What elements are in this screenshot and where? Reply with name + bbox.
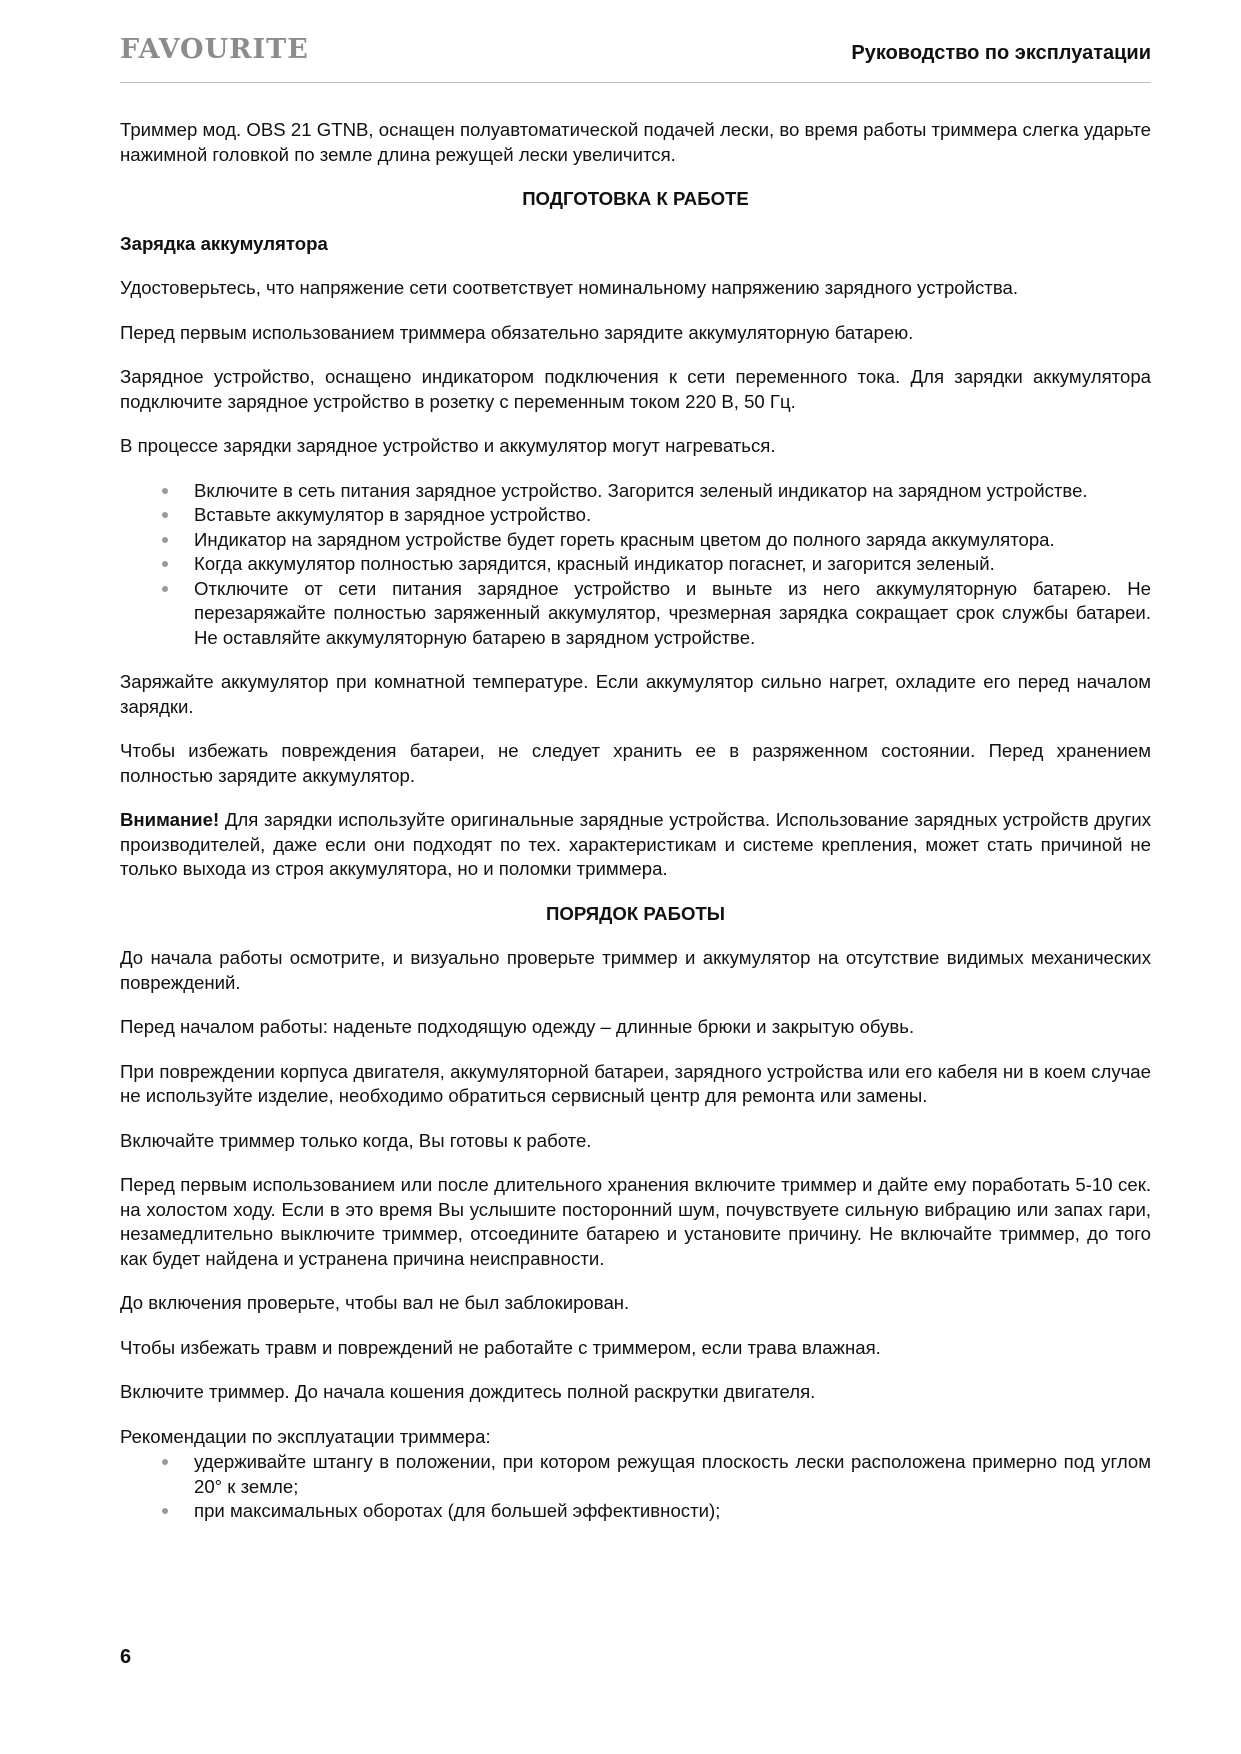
- recommendations-intro: Рекомендации по эксплуатации триммера:: [120, 1425, 491, 1447]
- subsection-title-charging: Зарядка аккумулятора: [120, 232, 328, 254]
- paragraph: В процессе зарядки зарядное устройство и аккумулятор могут нагреваться.: [120, 435, 776, 456]
- section-title-preparation: ПОДГОТОВКА К РАБОТЕ: [522, 188, 749, 209]
- paragraph: Заряжайте аккумулятор при комнатной температуре. Если аккумулятор сильно нагрет, охладите его перед началом зарядки.: [120, 671, 1151, 717]
- recommendations-list: [120, 1450, 1151, 1524]
- paragraph: Перед началом работы: наденьте подходящую одежду – длинные брюки и закрытую обувь.: [120, 1016, 915, 1037]
- paragraph: Перед первым использованием триммера обязательно зарядите аккумуляторную батарею.: [120, 321, 914, 343]
- paragraph: Перед первым использованием или после длительного хранения включите триммер и дайте ему поработать 5-10 сек. на холостом ходу. Если в это время Вы услышите посторонний шум, почувствуете сильную вибрацию или запах гари, незамедлительно выключите триммер, отсоедините батарею и установите причину. Не включайте триммер, до того как будет найдена и устранена причина неисправности.: [120, 1174, 1151, 1269]
- list-item: Отключите от сети питания зарядное устройство и выньте из него аккумуляторную батарею. Не перезаряжайте полностью заряженный аккумулятор, чрезмерная зарядка сокращает срок службы батареи. Не оставляйте аккумуляторную батарею в зарядном устройстве.: [120, 577, 1151, 651]
- list-item: удерживайте штангу в положении, при котором режущая плоскость лески расположена примерно под углом 20° к земле;: [120, 1450, 1151, 1499]
- list-item: Включите в сеть питания зарядное устройство. Загорится зеленый индикатор на зарядном устройстве.: [120, 479, 1151, 504]
- paragraph: Включите триммер. До начала кошения дождитесь полной раскрутки двигателя.: [120, 1381, 816, 1402]
- list-item: при максимальных оборотах (для большей эффективности);: [120, 1499, 1151, 1524]
- warning-label: Внимание!: [120, 809, 220, 830]
- page-number: 6: [120, 1646, 132, 1668]
- paragraph: Чтобы избежать повреждения батареи, не следует хранить ее в разряженном состоянии. Перед хранением полностью зарядите аккумулятор.: [120, 740, 1151, 786]
- paragraph: При повреждении корпуса двигателя, аккумуляторной батареи, зарядного устройства или его кабеля ни в коем случае не используйте изделие, необходимо обратиться сервисный центр для ремонта или замены.: [120, 1060, 1151, 1106]
- page-content: [120, 118, 1151, 1524]
- paragraph: Зарядное устройство, оснащено индикатором подключения к сети переменного тока. Для зарядки аккумулятора подключите зарядное устройство в розетку с переменным током 220 В, 50 Гц.: [120, 366, 1151, 412]
- warning-text: Для зарядки используйте оригинальные зарядные устройства. Использование зарядных устройств других производителей, даже если они подходят по тех. характеристикам и системе крепления, может стать причиной не только выхода из строя аккумулятора, но и поломки триммера.: [120, 809, 1151, 879]
- charging-steps-list: [120, 479, 1151, 651]
- paragraph: Удостоверьтесь, что напряжение сети соответствует номинальному напряжению зарядного устройства.: [120, 277, 1018, 298]
- list-item: Вставьте аккумулятор в зарядное устройство.: [120, 503, 1151, 528]
- list-item: Когда аккумулятор полностью зарядится, красный индикатор погаснет, и загорится зеленый.: [120, 552, 1151, 577]
- section-title-operation: ПОРЯДОК РАБОТЫ: [546, 902, 725, 924]
- paragraph: До включения проверьте, чтобы вал не был заблокирован.: [120, 1292, 630, 1313]
- paragraph: Включайте триммер только когда, Вы готовы к работе.: [120, 1129, 592, 1151]
- paragraph: До начала работы осмотрите, и визуально проверьте триммер и аккумулятор на отсутствие видимых механических повреждений.: [120, 947, 1151, 993]
- paragraph: Чтобы избежать травм и повреждений не работайте с триммером, если трава влажная.: [120, 1336, 881, 1358]
- manual-title: Руководство по эксплуатации: [851, 42, 1151, 64]
- list-item: Индикатор на зарядном устройстве будет гореть красным цветом до полного заряда аккумулятора.: [120, 528, 1151, 553]
- intro-paragraph: Триммер мод. OBS 21 GTNB, оснащен полуавтоматической подачей лески, во время работы триммера слегка ударьте нажимной головкой по земле длина режущей лески увеличится.: [120, 119, 1151, 165]
- warning-paragraph: [120, 808, 1151, 882]
- page-header: [120, 30, 1151, 83]
- brand-logo: FAVOURITE: [120, 34, 309, 65]
